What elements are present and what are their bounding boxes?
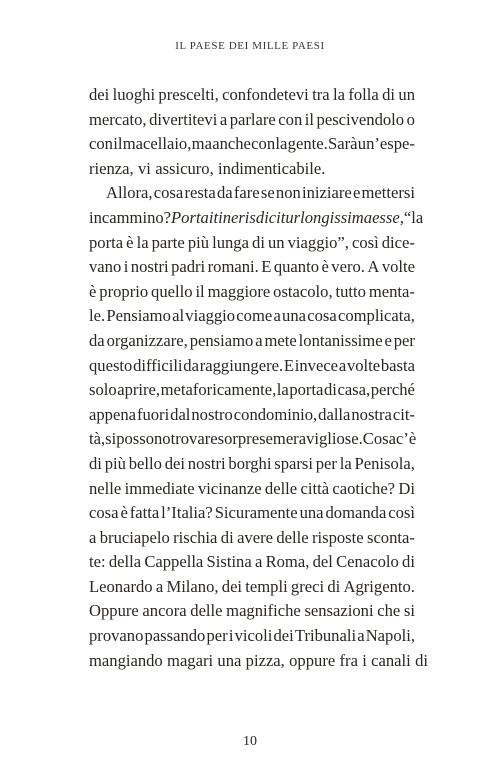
word: ma <box>191 134 212 154</box>
word: è <box>89 281 97 301</box>
word: organizzare, <box>106 330 188 350</box>
word: vi <box>137 158 151 178</box>
word: mete <box>264 330 297 350</box>
word: questo <box>89 355 133 375</box>
word: fuori <box>136 404 170 424</box>
word: dalla <box>318 404 351 424</box>
word: padri <box>171 257 206 277</box>
word: rienza, <box>89 158 134 178</box>
word: luoghi <box>112 85 156 104</box>
word: i <box>362 650 367 670</box>
word: Pensiamo <box>106 306 171 326</box>
word: da <box>89 330 105 350</box>
word: volte <box>381 257 415 277</box>
word: quello <box>151 281 193 301</box>
text-line <box>89 304 415 329</box>
text-line <box>89 181 415 206</box>
word: Sicuramente <box>214 503 298 523</box>
word: i <box>228 626 234 646</box>
word: oppure <box>289 650 336 670</box>
text-line <box>89 108 415 133</box>
word: Di <box>398 478 415 498</box>
word: così <box>388 503 415 523</box>
word: è <box>126 232 134 252</box>
text-line <box>89 83 415 108</box>
text-line <box>89 575 415 600</box>
word: dei <box>89 85 110 104</box>
word: quanto <box>273 257 319 277</box>
text-line <box>89 206 424 231</box>
word: la <box>339 453 352 473</box>
word: così <box>351 232 379 252</box>
word: cosa <box>153 183 184 203</box>
word: prescelti, <box>158 85 219 104</box>
word: di <box>402 552 415 572</box>
word: condominio, <box>233 404 318 424</box>
word: a <box>155 576 164 596</box>
word: e <box>384 330 392 350</box>
word: nostri <box>130 257 169 277</box>
word: gente. <box>287 134 328 154</box>
word: a <box>254 552 263 572</box>
text-line <box>89 427 415 452</box>
word: invece <box>294 355 339 375</box>
word: Tribunali <box>294 626 357 646</box>
word: magari <box>167 650 214 670</box>
word: a <box>338 355 347 375</box>
word: la <box>136 232 149 252</box>
word: vano <box>89 257 122 277</box>
word: pizza, <box>245 650 285 670</box>
word: nelle <box>89 478 122 498</box>
word: vicinanze <box>197 478 262 498</box>
word: indimenticabile. <box>218 158 326 178</box>
paragraph <box>89 83 415 181</box>
word: anche <box>212 134 251 154</box>
text-line <box>89 378 415 403</box>
word: da <box>183 355 199 375</box>
word: nostro <box>191 404 233 424</box>
word: sorprese <box>217 429 273 449</box>
word: di <box>415 650 428 670</box>
word: da <box>216 183 233 203</box>
word: lontanissime <box>298 330 383 350</box>
word: resta <box>184 183 216 203</box>
word: fare <box>233 183 260 203</box>
word: a <box>357 626 365 646</box>
word: metaforicamente, <box>160 380 277 400</box>
word: fra <box>339 650 358 670</box>
word: Napoli, <box>365 626 415 646</box>
word: a <box>255 330 263 350</box>
word: complicata, <box>337 306 415 326</box>
word: rischia <box>173 527 218 547</box>
word: assicuro, <box>155 158 214 178</box>
word: cosa <box>89 503 119 523</box>
text-line <box>89 403 415 428</box>
word: e <box>352 183 361 203</box>
word: Porta <box>171 207 209 227</box>
word: itineris <box>208 207 256 227</box>
word: A <box>367 257 380 277</box>
word: di <box>382 85 396 104</box>
word: si <box>105 429 117 449</box>
word: longissima <box>300 207 373 227</box>
word: difficili <box>133 355 183 375</box>
word: con <box>251 134 276 154</box>
text-line <box>89 354 415 379</box>
word: a <box>89 527 97 547</box>
word: te: <box>89 552 106 572</box>
word: parte <box>151 232 185 252</box>
page-number: 10 <box>243 734 257 749</box>
word: dice- <box>381 232 415 252</box>
word: dal <box>170 404 191 424</box>
word: delle <box>276 527 309 547</box>
word: Cappella <box>144 552 204 572</box>
word: un <box>267 232 285 252</box>
word: tutto <box>335 281 366 301</box>
word: la <box>275 134 288 154</box>
word: templi <box>245 576 288 596</box>
word: delle <box>190 601 223 621</box>
word: magnifiche <box>226 601 301 621</box>
word: un’espe- <box>357 134 415 154</box>
word: la <box>276 380 289 400</box>
word: Sarà <box>328 134 358 154</box>
text-line <box>89 550 415 575</box>
word: borghi <box>228 453 272 473</box>
text-line <box>89 329 415 354</box>
word: dei <box>164 453 185 473</box>
word: il <box>195 281 205 301</box>
word: casa, <box>337 380 371 400</box>
word: è <box>120 503 128 523</box>
word: un <box>398 85 415 104</box>
word: una <box>299 503 324 523</box>
word: nostra <box>351 404 392 424</box>
word: canali <box>371 650 411 670</box>
word: trovare <box>170 429 218 449</box>
text-line <box>89 526 415 551</box>
word: romani. <box>207 257 259 277</box>
word: delle <box>264 478 298 498</box>
word: sconta- <box>366 527 415 547</box>
word: ancora <box>142 601 187 621</box>
word: è <box>321 257 329 277</box>
word: del <box>312 552 333 572</box>
word: appena <box>89 404 136 424</box>
word: che <box>377 601 401 621</box>
word: una <box>217 650 242 670</box>
word: una <box>282 306 307 326</box>
word: solo <box>89 380 117 400</box>
word: Penisola, <box>354 453 415 473</box>
word: Allora, <box>106 183 153 203</box>
word: al <box>172 306 185 326</box>
word: Cenacolo <box>336 552 399 572</box>
word: a <box>273 306 281 326</box>
word: E <box>283 355 294 375</box>
word: mercato, <box>89 109 147 129</box>
word: città <box>300 478 330 498</box>
word: Leonardo <box>89 576 153 596</box>
word: se <box>260 183 275 203</box>
word: nostri <box>187 453 226 473</box>
word: porta <box>289 380 324 400</box>
text-line <box>89 477 415 502</box>
word: porta <box>89 232 124 252</box>
text-line <box>89 255 415 280</box>
word: Oppure <box>89 601 139 621</box>
word: tà, <box>89 429 106 449</box>
word: divertitevi <box>149 109 218 129</box>
word: cosa <box>307 306 337 326</box>
word: con <box>278 109 303 129</box>
word: il <box>113 134 123 154</box>
word: vero. <box>331 257 365 277</box>
word: cammino? <box>101 207 172 227</box>
word: risposte <box>311 527 364 547</box>
word: proprio <box>99 281 149 301</box>
word: l’Italia? <box>161 503 213 523</box>
word: folla <box>348 85 379 104</box>
word: dei <box>221 576 243 596</box>
word: cit- <box>392 404 415 424</box>
text-line <box>89 649 428 674</box>
word: menta- <box>368 281 415 301</box>
body-text <box>89 83 428 673</box>
word: o <box>406 109 415 129</box>
word: mettersi <box>361 183 415 203</box>
word: greci <box>290 576 325 596</box>
word: c’è <box>395 429 417 449</box>
word: avere <box>237 527 273 547</box>
text-line <box>89 157 415 182</box>
word: non <box>275 183 301 203</box>
word: della <box>108 552 142 572</box>
word: con <box>89 134 113 154</box>
word: lunga <box>212 232 249 252</box>
text-line <box>89 599 415 624</box>
word: i <box>123 257 129 277</box>
word: pescivendolo <box>316 109 405 129</box>
word: Milano, <box>166 576 219 596</box>
paragraph <box>89 181 428 673</box>
word: di <box>327 576 341 596</box>
text-line <box>89 231 415 256</box>
word: mangiando <box>89 650 163 670</box>
word: meravigliose. <box>272 429 363 449</box>
word: Roma, <box>265 552 310 572</box>
word: ostacolo, <box>273 281 333 301</box>
word: parlare <box>229 109 276 129</box>
word: pensiamo <box>189 330 254 350</box>
word: aprire, <box>117 380 161 400</box>
word: la <box>333 85 345 104</box>
word: caotiche? <box>332 478 396 498</box>
word: vicoli <box>234 626 273 646</box>
word: più <box>187 232 210 252</box>
word: macellaio, <box>122 134 192 154</box>
text-line <box>89 280 415 305</box>
word: di <box>323 380 337 400</box>
word: più <box>104 453 126 473</box>
word: perché <box>370 380 415 400</box>
word: domanda <box>325 503 387 523</box>
word: per <box>393 330 415 350</box>
word: dicitur <box>255 207 301 227</box>
word: “la <box>403 207 424 227</box>
word: per <box>206 626 228 646</box>
word: iniziare <box>301 183 352 203</box>
word: volte <box>346 355 381 375</box>
word: esse, <box>372 207 404 227</box>
word: Agrigento. <box>343 576 415 596</box>
word: basta <box>380 355 415 375</box>
word: di <box>220 527 234 547</box>
word: raggiungere. <box>199 355 284 375</box>
text-line <box>89 501 415 526</box>
word: di <box>252 232 265 252</box>
word: come <box>236 306 273 326</box>
word: Sistina <box>206 552 252 572</box>
word: possono <box>116 429 171 449</box>
word: fatta <box>129 503 160 523</box>
word: a <box>219 109 228 129</box>
text-line <box>89 624 415 649</box>
word: confondetevi <box>222 85 309 104</box>
word: maggiore <box>207 281 271 301</box>
word: Cosa <box>362 429 396 449</box>
word: E <box>261 257 272 277</box>
word: sparsi <box>274 453 313 473</box>
word: provano <box>89 626 144 646</box>
word: sensazioni <box>304 601 374 621</box>
running-head: IL PAESE DEI MILLE PAESI <box>175 40 325 52</box>
word: si <box>403 601 415 621</box>
word: passando <box>144 626 206 646</box>
word: tra <box>312 85 330 104</box>
word: il <box>304 109 315 129</box>
word: di <box>89 453 102 473</box>
word: viaggio”, <box>287 232 349 252</box>
text-line <box>89 452 415 477</box>
word: dei <box>273 626 294 646</box>
word: per <box>315 453 337 473</box>
word: immediate <box>124 478 195 498</box>
text-line <box>89 132 415 157</box>
word: in <box>89 207 102 227</box>
word: le. <box>89 306 106 326</box>
word: bruciapelo <box>99 527 170 547</box>
word: bello <box>128 453 162 473</box>
word: viaggio <box>185 306 236 326</box>
